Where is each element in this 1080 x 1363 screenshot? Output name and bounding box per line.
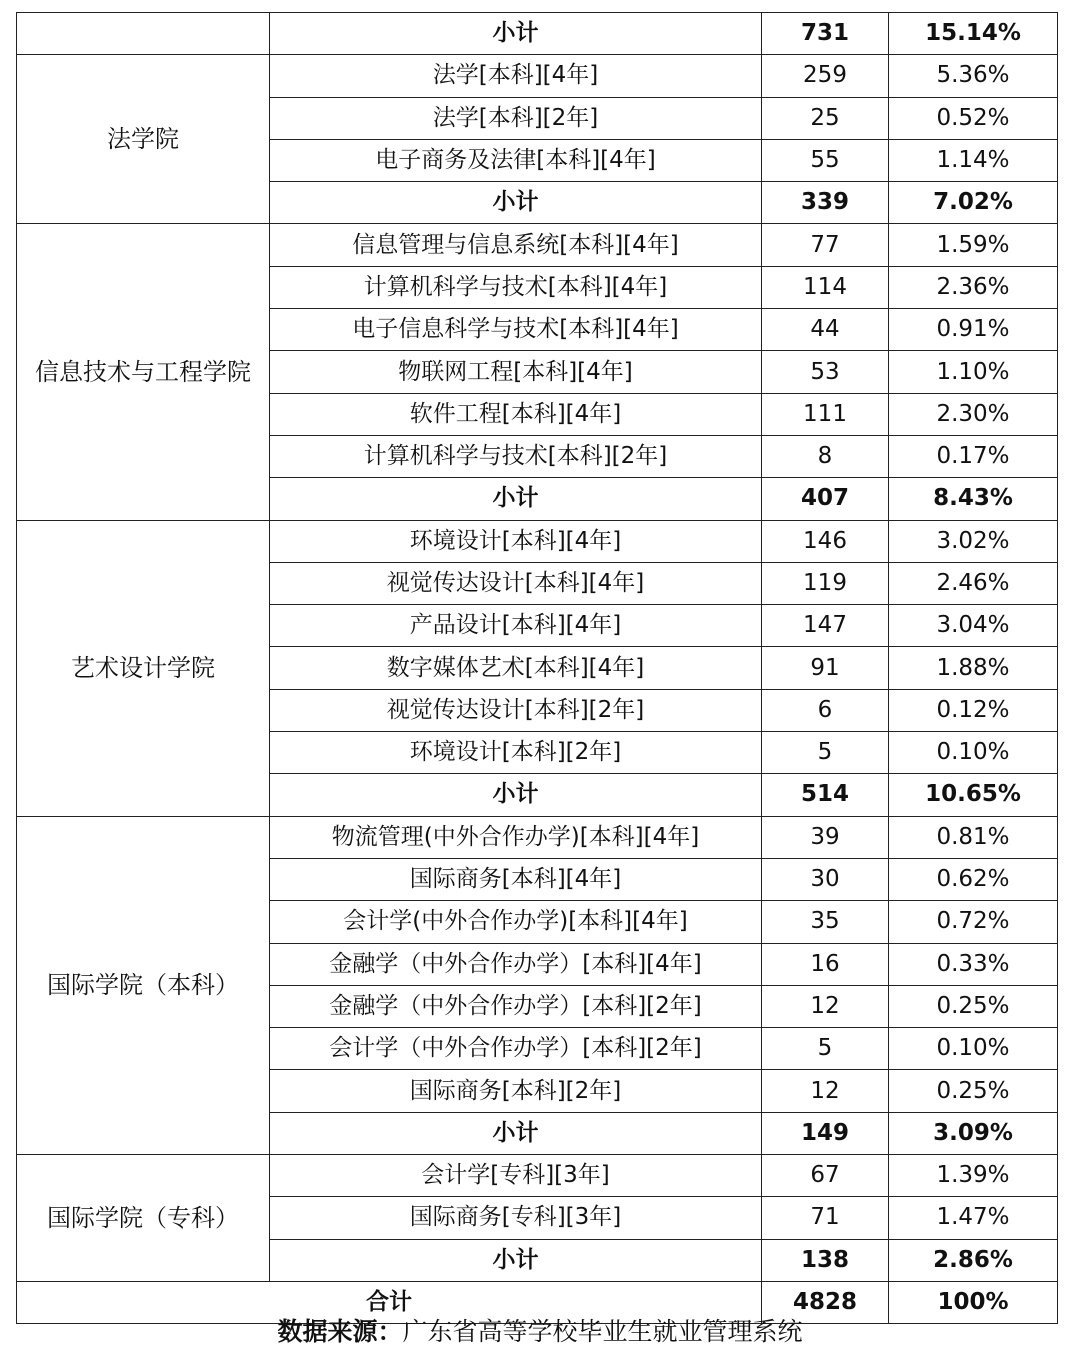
major-pct: 1.14% [889,139,1058,181]
major-pct: 0.25% [889,1070,1058,1112]
major-pct: 1.59% [889,224,1058,266]
major-count: 146 [762,520,889,562]
major-count: 114 [762,266,889,308]
major-pct: 2.46% [889,562,1058,604]
major-count: 12 [762,985,889,1027]
subtotal-label: 小计 [270,1112,762,1154]
major-pct: 0.62% [889,858,1058,900]
college-name: 艺术设计学院 [17,520,270,816]
major-name: 视觉传达设计[本科][2年] [270,689,762,731]
major-name: 产品设计[本科][4年] [270,605,762,647]
major-pct: 3.04% [889,605,1058,647]
major-pct: 2.30% [889,393,1058,435]
major-pct: 0.12% [889,689,1058,731]
table-row [17,816,1058,858]
major-count: 71 [762,1197,889,1239]
major-name: 法学[本科][2年] [270,97,762,139]
major-name: 数字媒体艺术[本科][4年] [270,647,762,689]
major-count: 5 [762,1028,889,1070]
major-count: 53 [762,351,889,393]
major-name: 国际商务[专科][3年] [270,1197,762,1239]
major-pct: 0.33% [889,943,1058,985]
major-count: 77 [762,224,889,266]
subtotal-count: 149 [762,1112,889,1154]
major-count: 259 [762,55,889,97]
major-pct: 3.02% [889,520,1058,562]
major-pct: 0.81% [889,816,1058,858]
employment-table [16,12,1058,1324]
major-count: 111 [762,393,889,435]
table-row [17,224,1058,266]
major-pct: 0.10% [889,732,1058,774]
subtotal-label: 小计 [270,13,762,55]
major-pct: 1.47% [889,1197,1058,1239]
major-pct: 2.36% [889,266,1058,308]
major-name: 金融学（中外合作办学）[本科][2年] [270,985,762,1027]
major-count: 44 [762,309,889,351]
subtotal-count: 731 [762,13,889,55]
major-name: 环境设计[本科][4年] [270,520,762,562]
subtotal-pct: 2.86% [889,1239,1058,1281]
major-count: 8 [762,435,889,477]
major-name: 会计学（中外合作办学）[本科][2年] [270,1028,762,1070]
major-count: 12 [762,1070,889,1112]
major-count: 55 [762,139,889,181]
subtotal-pct: 8.43% [889,478,1058,520]
major-name: 会计学(中外合作办学)[本科][4年] [270,901,762,943]
major-count: 119 [762,562,889,604]
subtotal-count: 138 [762,1239,889,1281]
major-name: 物联网工程[本科][4年] [270,351,762,393]
subtotal-label: 小计 [270,1239,762,1281]
table-body [17,13,1058,1324]
major-name: 电子商务及法律[本科][4年] [270,139,762,181]
college-name: 信息技术与工程学院 [17,224,270,520]
major-name: 环境设计[本科][2年] [270,732,762,774]
data-source-text: 广东省高等学校毕业生就业管理系统 [402,1317,803,1346]
subtotal-count: 514 [762,774,889,816]
data-source [0,1312,1080,1348]
major-name: 信息管理与信息系统[本科][4年] [270,224,762,266]
major-count: 91 [762,647,889,689]
college-cell [17,13,270,55]
major-name: 金融学（中外合作办学）[本科][4年] [270,943,762,985]
table-row [17,55,1058,97]
total-label: 合计 [17,1281,762,1323]
major-pct: 5.36% [889,55,1058,97]
major-name: 计算机科学与技术[本科][4年] [270,266,762,308]
table-row [17,1155,1058,1197]
subtotal-pct: 15.14% [889,13,1058,55]
major-name: 电子信息科学与技术[本科][4年] [270,309,762,351]
subtotal-pct: 3.09% [889,1112,1058,1154]
major-count: 30 [762,858,889,900]
major-count: 35 [762,901,889,943]
major-pct: 0.10% [889,1028,1058,1070]
subtotal-label: 小计 [270,478,762,520]
table-row [17,520,1058,562]
subtotal-count: 339 [762,182,889,224]
major-count: 5 [762,732,889,774]
major-pct: 1.10% [889,351,1058,393]
major-count: 6 [762,689,889,731]
major-count: 147 [762,605,889,647]
college-name: 法学院 [17,55,270,224]
major-name: 软件工程[本科][4年] [270,393,762,435]
major-count: 25 [762,97,889,139]
subtotal-pct: 7.02% [889,182,1058,224]
major-count: 39 [762,816,889,858]
college-name: 国际学院（本科） [17,816,270,1154]
major-pct: 1.88% [889,647,1058,689]
major-name: 视觉传达设计[本科][4年] [270,562,762,604]
data-source-label: 数据来源： [277,1317,403,1346]
major-pct: 0.17% [889,435,1058,477]
major-pct: 1.39% [889,1155,1058,1197]
major-name: 计算机科学与技术[本科][2年] [270,435,762,477]
major-pct: 0.91% [889,309,1058,351]
subtotal-label: 小计 [270,182,762,224]
college-name: 国际学院（专科） [17,1155,270,1282]
major-pct: 0.72% [889,901,1058,943]
subtotal-pct: 10.65% [889,774,1058,816]
subtotal-count: 407 [762,478,889,520]
major-count: 16 [762,943,889,985]
major-count: 67 [762,1155,889,1197]
major-name: 国际商务[本科][4年] [270,858,762,900]
total-count: 4828 [762,1281,889,1323]
major-pct: 0.25% [889,985,1058,1027]
major-name: 法学[本科][4年] [270,55,762,97]
total-pct: 100% [889,1281,1058,1323]
major-name: 国际商务[本科][2年] [270,1070,762,1112]
subtotal-label: 小计 [270,774,762,816]
subtotal-row [17,13,1058,55]
major-pct: 0.52% [889,97,1058,139]
major-name: 物流管理(中外合作办学)[本科][4年] [270,816,762,858]
major-name: 会计学[专科][3年] [270,1155,762,1197]
